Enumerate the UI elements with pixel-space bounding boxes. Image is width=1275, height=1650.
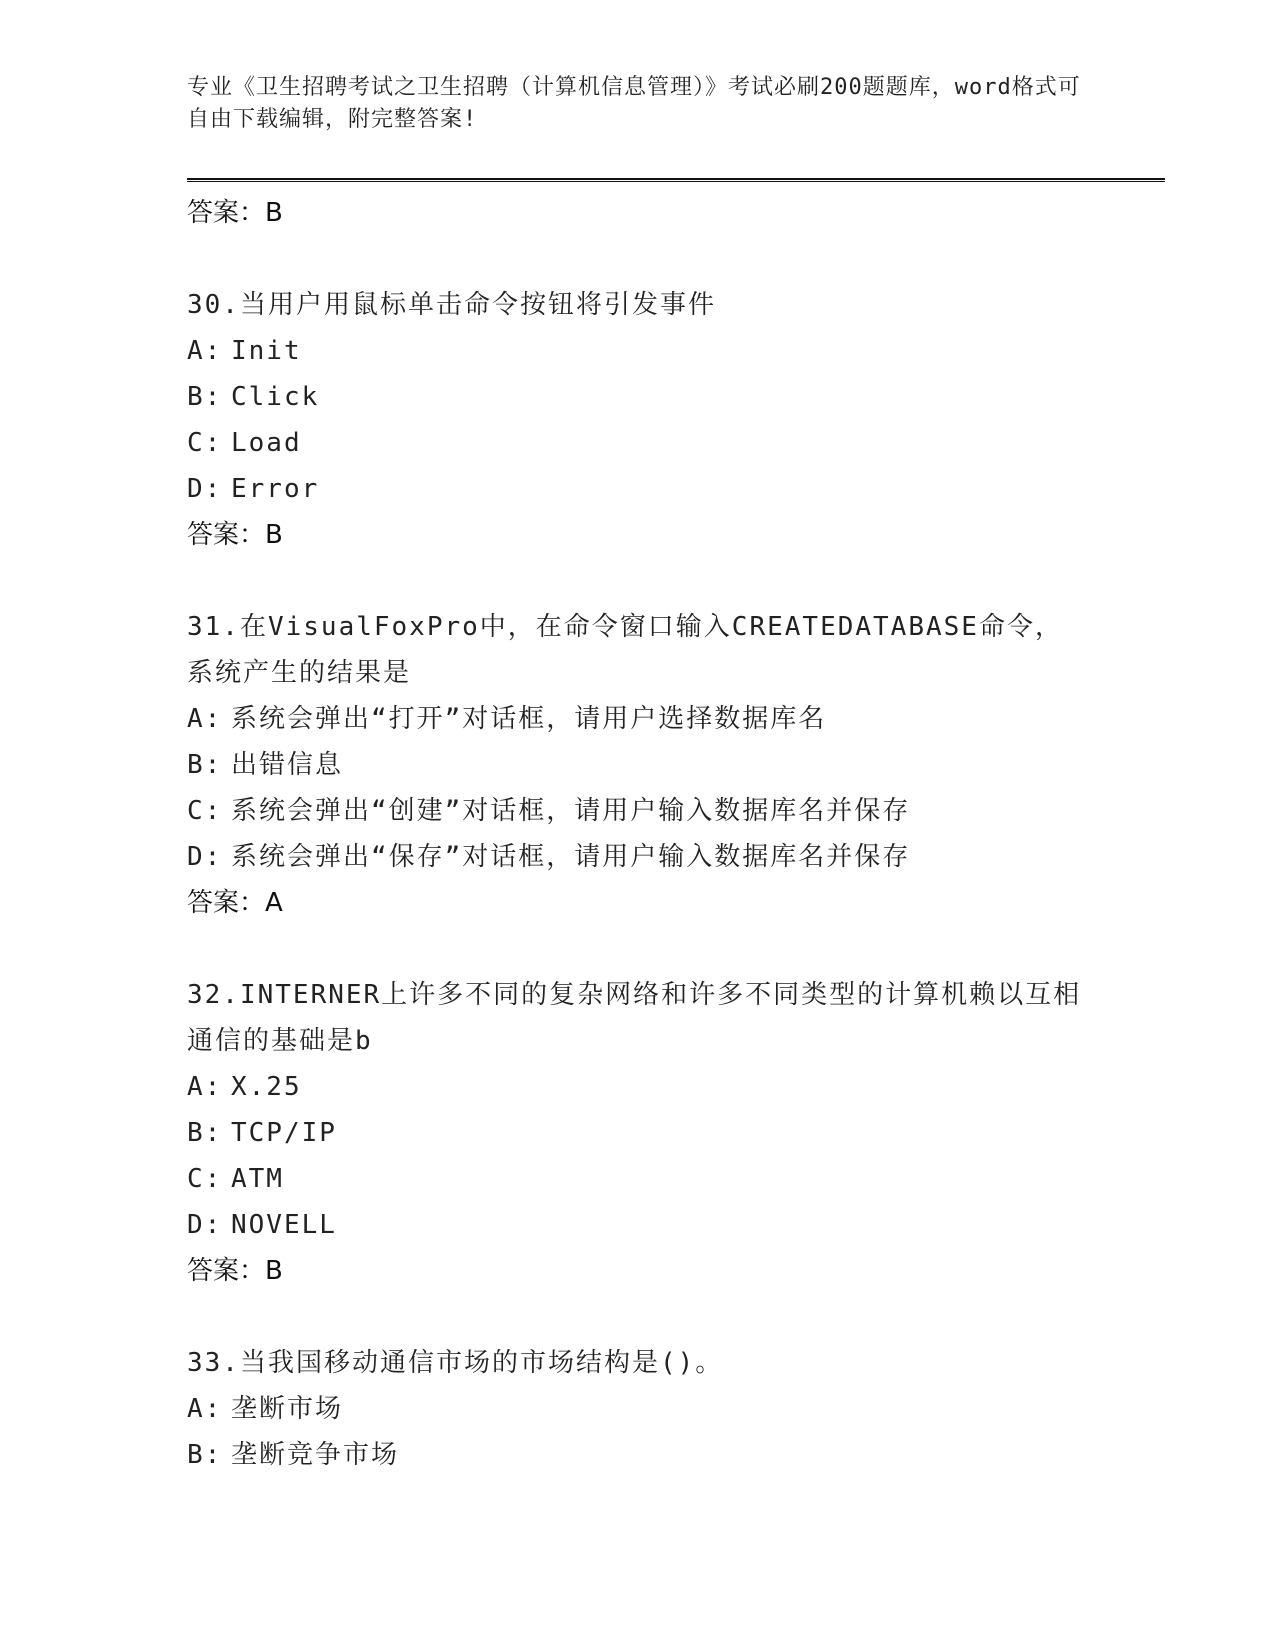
option-c: [187, 420, 1167, 466]
option-text: Error: [231, 474, 320, 504]
answer-value: A: [265, 888, 283, 918]
option-text: 系统会弹出“打开”对话框，请用户选择数据库名: [231, 704, 827, 734]
option-text: X.25: [231, 1072, 302, 1102]
option-c: [187, 788, 1167, 834]
option-a: [187, 1386, 1167, 1432]
option-label: C:: [187, 796, 223, 826]
document-header: 专业《卫生招聘考试之卫生招聘（计算机信息管理）》考试必刷200题题库，word格式可自由下载编辑，附完整答案!: [187, 75, 1081, 132]
option-label: B:: [187, 382, 223, 412]
option-text: Load: [231, 428, 302, 458]
option-text: Click: [231, 382, 320, 412]
answer-prefix: 答案：: [187, 888, 266, 918]
question-stem: 32.INTERNER上许多不同的复杂网络和许多不同类型的计算机赖以互相通信的基础是b: [187, 980, 1082, 1056]
option-d: [187, 466, 1167, 512]
answer-prefix: 答案：: [187, 520, 266, 550]
option-d: [187, 1202, 1167, 1248]
spacer: [187, 1294, 1167, 1340]
option-text: 垄断竞争市场: [231, 1440, 400, 1470]
spacer: [187, 926, 1167, 972]
option-text: 系统会弹出“创建”对话框，请用户输入数据库名并保存: [231, 796, 911, 826]
option-label: B:: [187, 1440, 223, 1470]
option-label: C:: [187, 1164, 223, 1194]
option-label: A:: [187, 336, 223, 366]
header-divider: [187, 178, 1165, 182]
question-stem: 31.在VisualFoxPro中，在命令窗口输入CREATEDATABASE命令，系统产生的结果是: [187, 612, 1063, 688]
option-d: [187, 834, 1167, 880]
option-text: TCP/IP: [231, 1118, 337, 1148]
option-label: A:: [187, 1394, 223, 1424]
answer-prefix: 答案：: [187, 1256, 266, 1286]
answer-value: B: [265, 520, 283, 550]
option-text: NOVELL: [231, 1210, 337, 1240]
option-label: B:: [187, 1118, 223, 1148]
answer-line: [187, 1248, 1167, 1294]
answer-prefix: 答案：: [187, 198, 266, 228]
option-text: Init: [231, 336, 302, 366]
spacer: [187, 236, 1167, 282]
option-a: [187, 696, 1167, 742]
option-label: D:: [187, 842, 223, 872]
option-text: 垄断市场: [231, 1394, 344, 1424]
answer-value: B: [265, 198, 283, 228]
spacer: [187, 558, 1167, 604]
option-c: [187, 1156, 1167, 1202]
answer-line: [187, 512, 1167, 558]
option-a: [187, 328, 1167, 374]
question-list: [187, 190, 1167, 1478]
option-label: D:: [187, 1210, 223, 1240]
option-text: 系统会弹出“保存”对话框，请用户输入数据库名并保存: [231, 842, 911, 872]
option-a: [187, 1064, 1167, 1110]
option-b: [187, 374, 1167, 420]
option-label: C:: [187, 428, 223, 458]
question-stem: 30.当用户用鼠标单击命令按钮将引发事件: [187, 290, 716, 320]
option-text: ATM: [231, 1164, 284, 1194]
answer-line: [187, 190, 1167, 236]
option-b: [187, 742, 1167, 788]
option-b: [187, 1110, 1167, 1156]
option-label: B:: [187, 750, 223, 780]
option-label: A:: [187, 704, 223, 734]
option-label: A:: [187, 1072, 223, 1102]
option-b: [187, 1432, 1167, 1478]
option-label: D:: [187, 474, 223, 504]
answer-value: B: [265, 1256, 283, 1286]
answer-line: [187, 880, 1167, 926]
option-text: 出错信息: [231, 750, 344, 780]
question-stem: 33.当我国移动通信市场的市场结构是()。: [187, 1348, 724, 1378]
